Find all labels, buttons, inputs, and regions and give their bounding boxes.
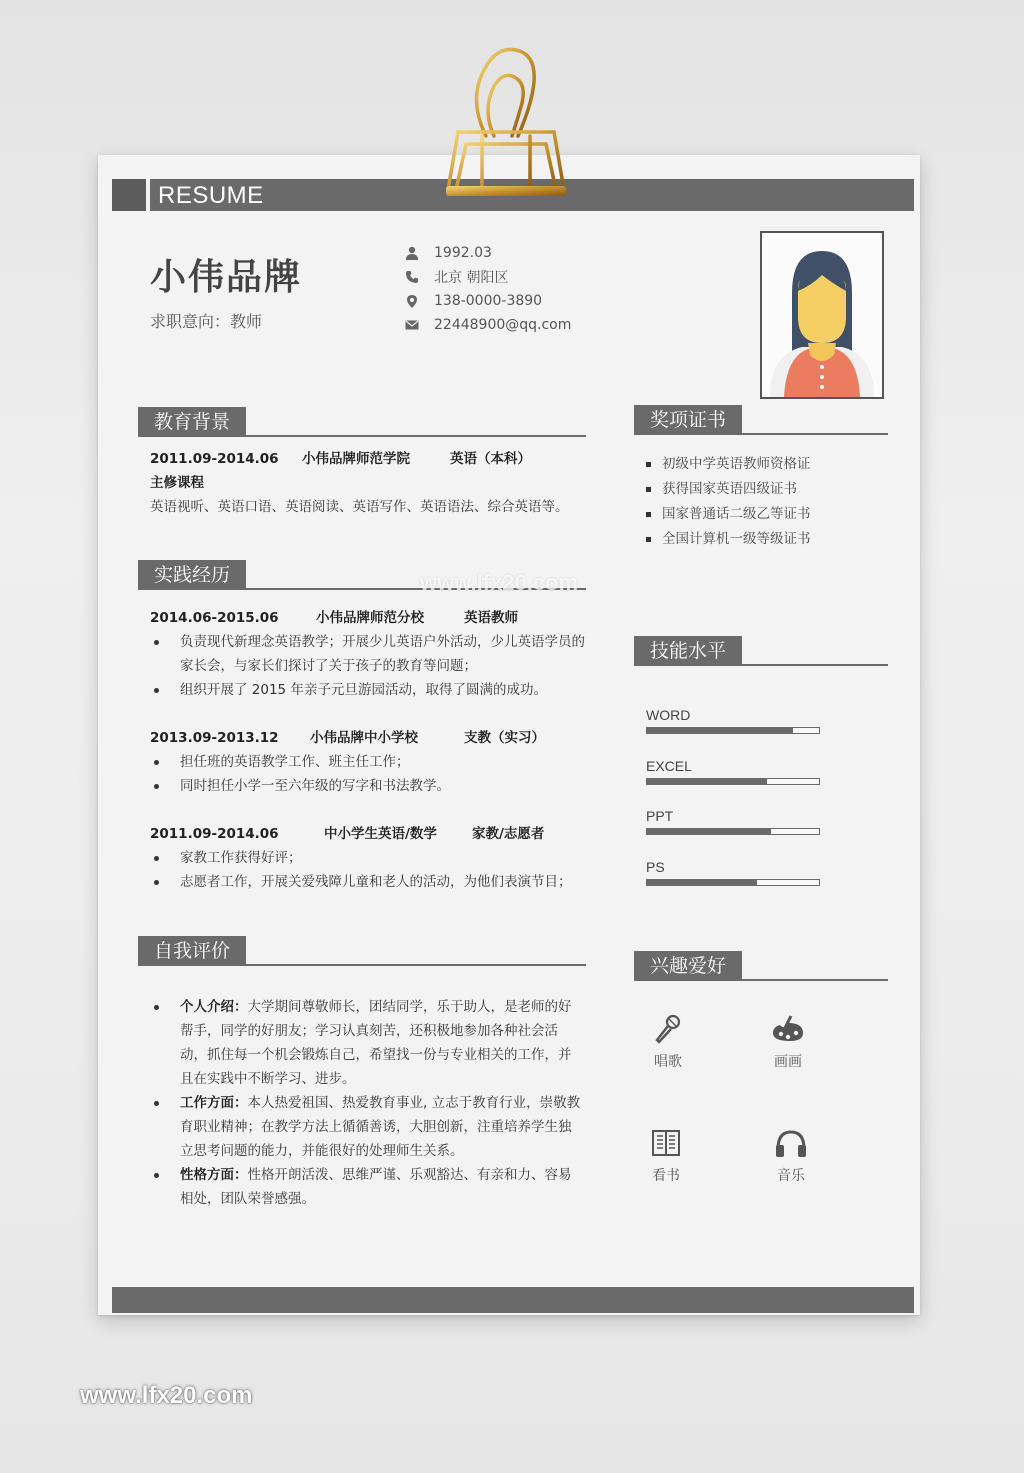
microphone-icon bbox=[638, 1007, 698, 1051]
person-icon bbox=[404, 245, 420, 261]
hobby-reading: 看书 bbox=[636, 1121, 696, 1185]
list-item: 负责现代新理念英语教学；开展少儿英语户外活动，少儿英语学员的家长会，与家长们探讨了关于孩子的教育等问题； bbox=[150, 630, 590, 678]
skill-word: WORD bbox=[646, 707, 820, 734]
skills-heading: 技能水平 bbox=[634, 636, 888, 666]
list-item: 组织开展了 2015 年亲子元旦游园活动，取得了圆满的成功。 bbox=[150, 678, 590, 702]
list-item: 获得国家英语四级证书 bbox=[634, 477, 894, 502]
courses-label: 主修课程 bbox=[150, 475, 204, 491]
resume-paper bbox=[98, 155, 920, 1315]
contact-list bbox=[404, 241, 571, 337]
list-item: 初级中学英语教师资格证 bbox=[634, 452, 894, 477]
skill-ps: PS bbox=[646, 859, 820, 886]
list-item: 全国计算机一级等级证书 bbox=[634, 527, 894, 552]
location-pin-icon bbox=[404, 293, 420, 309]
watermark-center: www.lfx20.com bbox=[420, 570, 579, 595]
skill-ppt: PPT bbox=[646, 808, 820, 835]
practice-item: 2013.09-2013.12 小伟品牌中小学校 支教（实习） 担任班的英语教学工作、班主任工作； 同时担任小学一至六年级的写字和书法教学。 bbox=[150, 726, 590, 798]
list-item: 个人介绍：大学期间尊敬师长，团结同学，乐于助人，是老师的好帮手，同学的好朋友；学习认真刻苦，还积极地参加各种社会活动，抓住每一个机会锻炼自己，希望找一份与专业相关的工作，并且在实践中不断学习、进步。 bbox=[150, 995, 582, 1091]
awards-list bbox=[634, 452, 894, 552]
education-school: 小伟品牌师范学院 bbox=[302, 451, 410, 467]
skill-bar-fill bbox=[647, 880, 757, 885]
practice-item: 2014.06-2015.06 小伟品牌师范分校 英语教师 负责现代新理念英语教学；开展少儿英语户外活动，少儿英语学员的家长会，与家长们探讨了关于孩子的教育等问题； 组织开展了 2015 年亲子元旦游园活动，取得了圆满的成功。 bbox=[150, 606, 590, 702]
skill-bar-fill bbox=[647, 779, 767, 784]
hobbies-heading: 兴趣爱好 bbox=[634, 951, 888, 981]
avatar bbox=[760, 231, 884, 399]
job-intent: 求职意向：教师 bbox=[150, 312, 263, 331]
awards-heading: 奖项证书 bbox=[634, 405, 888, 435]
education-heading: 教育背景 bbox=[138, 407, 586, 437]
headphones-icon bbox=[761, 1121, 821, 1165]
list-item: 工作方面：本人热爱祖国、热爱教育事业, 立志于教育行业，崇敬教育职业精神；在教学方法上循循善诱，大胆创新，注重培养学生独立思考问题的能力，并能很好的处理师生关系。 bbox=[150, 1091, 582, 1163]
palette-icon bbox=[758, 1007, 818, 1051]
courses-text: 英语视听、英语口语、英语阅读、英语写作、英语语法、综合英语等。 bbox=[150, 499, 569, 515]
watermark-corner: www.lfx20.com bbox=[80, 1382, 253, 1409]
education-section bbox=[150, 447, 590, 519]
list-item: 志愿者工作，开展关爱残障儿童和老人的活动，为他们表演节目； bbox=[150, 870, 590, 894]
practice-heading: 实践经历 bbox=[138, 560, 586, 590]
contact-address: 北京 朝阳区 bbox=[404, 265, 571, 289]
binder-clip-icon bbox=[438, 40, 574, 212]
practice-item: 2011.09-2014.06 中小学生英语/数学 家教/志愿者 家教工作获得好评； 志愿者工作，开展关爱残障儿童和老人的活动，为他们表演节目； bbox=[150, 822, 590, 894]
phone-icon bbox=[404, 269, 420, 285]
hobby-singing: 唱歌 bbox=[638, 1007, 698, 1071]
education-period: 2011.09-2014.06 bbox=[150, 451, 279, 467]
skill-bar-fill bbox=[647, 829, 771, 834]
education-major: 英语（本科） bbox=[450, 451, 531, 467]
candidate-name: 小伟品牌 bbox=[150, 257, 303, 298]
list-item: 国家普通话二级乙等证书 bbox=[634, 502, 894, 527]
resume-title: RESUME bbox=[158, 182, 264, 209]
list-item: 家教工作获得好评； bbox=[150, 846, 590, 870]
contact-phone: 138-0000-3890 bbox=[404, 289, 571, 313]
contact-birth: 1992.03 bbox=[404, 241, 571, 265]
self-eval-heading: 自我评价 bbox=[138, 936, 586, 966]
list-item: 同时担任小学一至六年级的写字和书法教学。 bbox=[150, 774, 590, 798]
contact-email: 22448900@qq.com bbox=[404, 313, 571, 337]
footer-bar bbox=[112, 1287, 914, 1313]
self-eval-section bbox=[150, 995, 582, 1211]
skill-bar-fill bbox=[647, 728, 793, 733]
hobby-music: 音乐 bbox=[761, 1121, 821, 1185]
list-item: 担任班的英语教学工作、班主任工作； bbox=[150, 750, 590, 774]
skill-excel: EXCEL bbox=[646, 758, 820, 785]
book-icon bbox=[636, 1121, 696, 1165]
list-item: 性格方面：性格开朗活泼、思维严谨、乐观豁达、有亲和力、容易相处，团队荣誉感强。 bbox=[150, 1163, 582, 1211]
hobby-painting: 画画 bbox=[758, 1007, 818, 1071]
mail-icon bbox=[404, 317, 420, 333]
